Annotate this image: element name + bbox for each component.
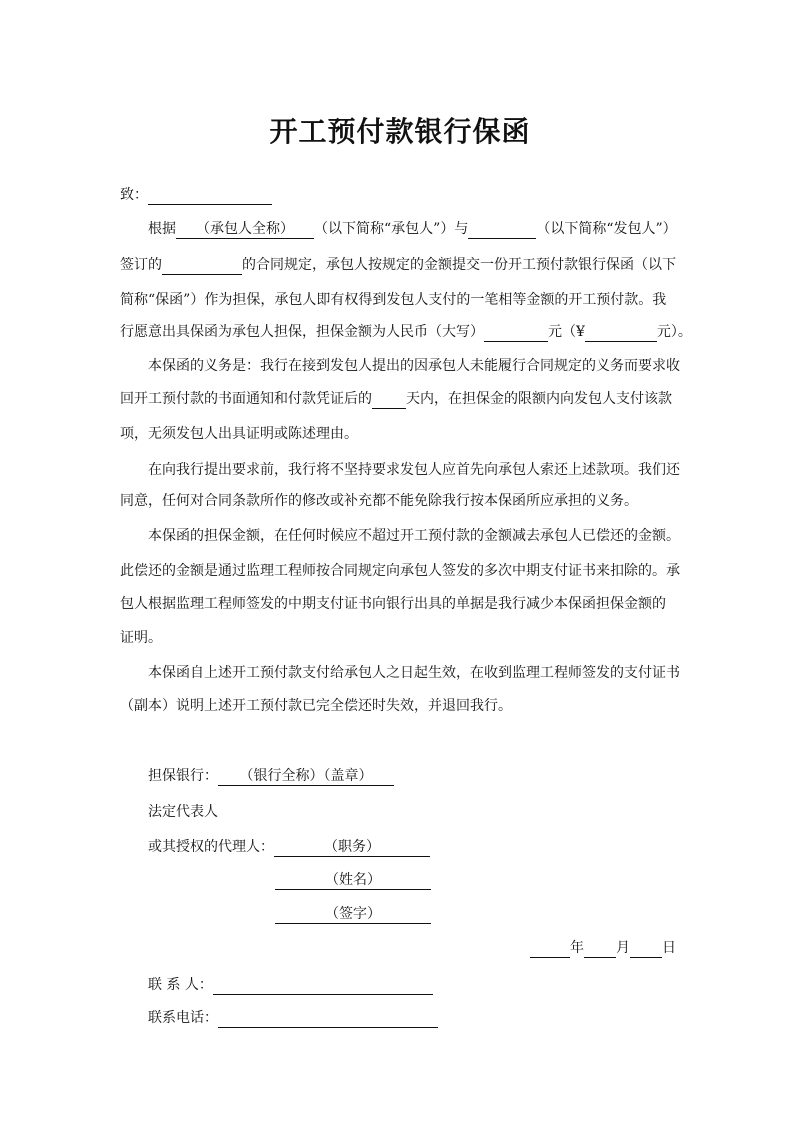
p1-text-f: 的合同规定，承包人按规定的金额提交一份开工预付款银行保函（以下	[242, 257, 676, 273]
month-label: 月	[616, 940, 630, 956]
contractor-name-blank[interactable]: （承包人全称）	[176, 220, 314, 239]
name-line	[275, 870, 431, 890]
year-blank[interactable]	[530, 939, 570, 958]
contact-line	[148, 975, 433, 995]
to-line	[120, 185, 272, 205]
p1-text-i: 元（¥	[548, 324, 585, 340]
p2-line3: 项，无须发包人出具证明或陈述理由。	[120, 426, 358, 442]
p1-line1	[148, 219, 677, 239]
signature-line	[275, 904, 431, 924]
p1-text-d: （以下简称“发包人”）	[536, 221, 677, 237]
authorized-agent-line	[148, 837, 430, 857]
name-blank[interactable]: （姓名）	[275, 871, 431, 890]
p1-text-h: 行愿意出具保函为承包人担保，担保金额为人民币（大写）	[120, 324, 484, 340]
phone-blank[interactable]	[218, 1009, 438, 1028]
p4-line2: 此偿还的金额是通过监理工程师按合同规定向承包人签发的多次中期支付证书来扣除的。承	[120, 563, 680, 579]
p4-line1: 本保函的担保金额，在任何时候应不超过开工预付款的金额减去承包人已偿还的金额。	[148, 528, 680, 544]
employer-name-blank[interactable]	[468, 220, 536, 239]
signature-blank[interactable]: （签字）	[275, 905, 431, 924]
p2-text-b: 回开工预付款的书面通知和付款凭证后的	[120, 391, 372, 407]
p1-text-c: （以下简称“承包人”）与	[314, 221, 469, 237]
year-label: 年	[570, 940, 584, 956]
to-blank[interactable]	[148, 186, 272, 205]
contract-name-blank[interactable]	[162, 256, 242, 275]
authorized-agent-label: 或其授权的代理人：	[148, 839, 274, 855]
amount-figures-blank[interactable]	[585, 323, 657, 342]
guarantor-bank-line	[148, 766, 394, 786]
date-line	[530, 938, 676, 958]
p3-line2: 同意，任何对合同条款所作的修改或补充都不能免除我行按本保函所应承担的义务。	[120, 493, 638, 509]
contact-label: 联 系 人：	[148, 977, 213, 993]
p5-line1: 本保函自上述开工预付款支付给承包人之日起生效，在收到监理工程师签发的支付证书	[148, 665, 680, 681]
amount-words-blank[interactable]	[484, 323, 548, 342]
p1-text-e: 签订的	[120, 257, 162, 273]
legal-representative-label: 法定代表人	[148, 804, 218, 820]
day-blank[interactable]	[630, 939, 662, 958]
month-blank[interactable]	[584, 939, 616, 958]
contact-blank[interactable]	[213, 976, 433, 995]
position-blank[interactable]: （职务）	[274, 838, 430, 857]
p1-text-a: 根据	[148, 221, 176, 237]
bank-name-blank[interactable]: （银行全称）（盖章）	[218, 767, 394, 786]
p2-line2	[120, 389, 672, 409]
p1-line2	[120, 255, 676, 275]
phone-line	[148, 1008, 438, 1028]
p1-line4	[120, 322, 692, 342]
guarantor-bank-label: 担保银行：	[148, 768, 218, 784]
phone-label: 联系电话：	[148, 1010, 218, 1026]
to-label: 致：	[120, 187, 148, 203]
day-label: 日	[662, 940, 676, 956]
document-title: 开工预付款银行保函	[269, 115, 531, 148]
p1-text-j: 元）。	[656, 324, 692, 340]
p4-line3: 包人根据监理工程师签发的中期支付证书向银行出具的单据是我行减少本保函担保金额的	[120, 596, 666, 612]
p2-line1: 本保函的义务是：我行在接到发包人提出的因承包人未能履行合同规定的义务而要求收	[148, 358, 680, 374]
p2-text-c: 天内，在担保金的限额内向发包人支付该款	[406, 391, 672, 407]
p4-line4: 证明。	[120, 630, 162, 646]
p5-line2: （副本）说明上述开工预付款已完全偿还时失效，并退回我行。	[120, 698, 512, 714]
p1-line3: 简称“保函”）作为担保，承包人即有权得到发包人支付的一笔相等金额的开工预付款。我	[120, 292, 667, 308]
p3-line1: 在向我行提出要求前，我行将不坚持要求发包人应首先向承包人索还上述款项。我们还	[148, 462, 680, 478]
days-blank[interactable]	[372, 390, 406, 409]
